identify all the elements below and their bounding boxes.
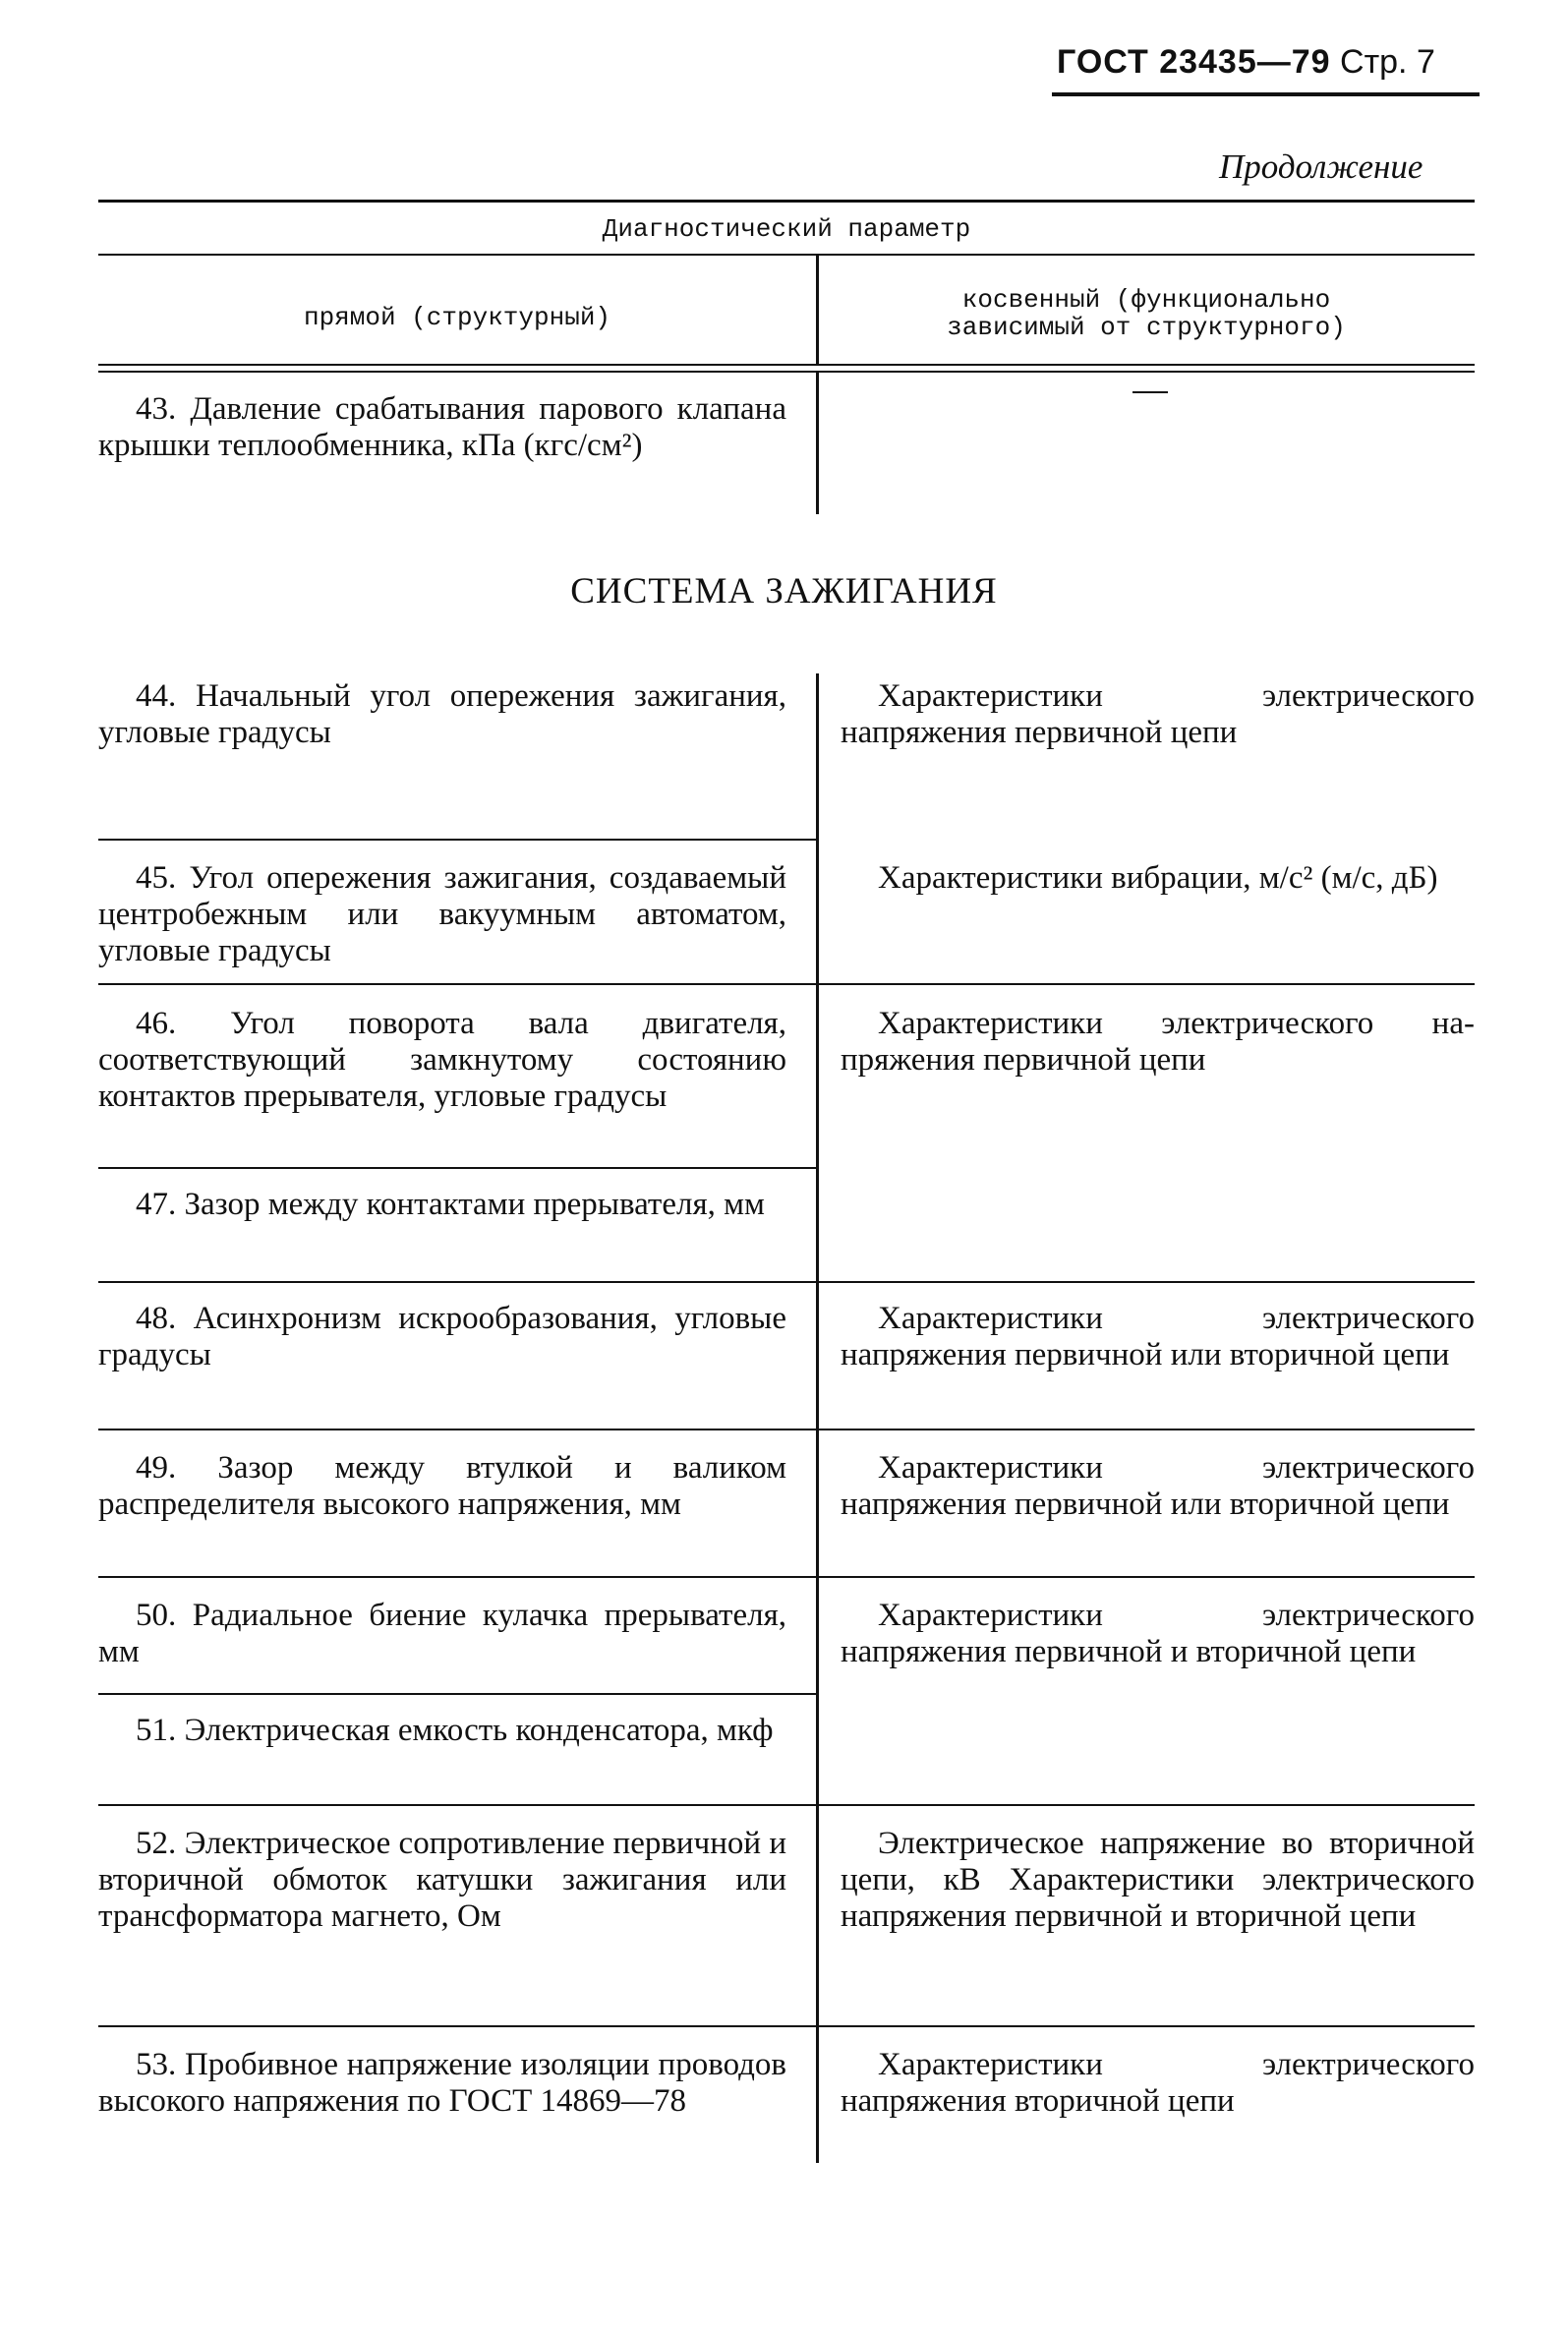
column-divider-43 xyxy=(816,373,819,514)
row-46-indirect: Характеристики электрического напряжения первичной цепи xyxy=(841,1006,1475,1078)
row-46-rule xyxy=(98,1167,816,1169)
row-50-indirect: Характеристики электрического напряжения первичной и вторичной цепи xyxy=(841,1598,1475,1669)
row-49-direct: 49. Зазор между втулкой и валиком распределителя высокого напряжения, мм xyxy=(98,1450,786,1522)
header-rule xyxy=(1052,92,1480,96)
table-group-header: Диагностический параметр xyxy=(602,214,971,244)
row-49-indirect: Характеристики электрического напряжения первичной или вторичной цепи xyxy=(841,1450,1475,1522)
row-53-indirect: Характеристики электрического напряжения вторичной цепи xyxy=(841,2047,1475,2119)
main-column-divider xyxy=(816,673,819,2163)
page-number: Стр. 7 xyxy=(1340,43,1435,81)
row-45-direct: 45. Угол опережения зажигания, создаваемый центробежным или вакуумным автоматом, угловые градусы xyxy=(98,860,786,968)
row-50-direct: 50. Радиальное биение кулачка прерывателя, мм xyxy=(98,1598,786,1669)
row-44-indirect: Характеристики электрического напряжения первичной цепи xyxy=(841,678,1475,750)
row-48-direct: 48. Асинхронизм искрообразования, угловые градусы xyxy=(98,1301,786,1372)
section-title: СИСТЕМА ЗАЖИГАНИЯ xyxy=(570,571,998,612)
row-51-rule xyxy=(98,1804,1475,1806)
row-52-direct: 52. Электрическое сопротивление первичной и вторичной обмоток катушки зажигания или трансформатора магнето, Ом xyxy=(98,1826,786,1934)
row-44-rule xyxy=(98,839,816,841)
row-47-rule xyxy=(98,1281,1475,1283)
row-48-indirect: Характеристики электрического напряжения первичной или вторичной цепи xyxy=(841,1301,1475,1372)
row-52-indirect: Электрическое напряжение во вторичной цепи, кВ Характеристики электрического напряжения первичной и вторичной цепи xyxy=(841,1826,1475,1934)
column-header-indirect-2: зависимый от структурного) xyxy=(947,313,1346,342)
header-bottom-rule-1 xyxy=(98,364,1475,366)
continuation-label: Продолжение xyxy=(1219,147,1423,186)
column-header-direct: прямой (структурный) xyxy=(303,303,611,332)
row-45-indirect: Характеристики вибрации, м/с² (м/с, дБ) xyxy=(878,860,1438,896)
table-top-rule xyxy=(98,200,1475,203)
row-43-indirect-dash xyxy=(1132,391,1168,393)
row-43-direct: 43. Давление срабатывания парового клапана крышки теплообменника, кПа (кгс/см²) xyxy=(98,391,786,463)
header-bottom-rule-2 xyxy=(98,371,1475,373)
header-divider xyxy=(98,254,1475,256)
row-49-rule xyxy=(98,1576,1475,1578)
row-44-direct: 44. Начальный угол опережения зажигания, угловые градусы xyxy=(98,678,786,750)
page-header xyxy=(1057,43,1435,82)
row-45-rule xyxy=(98,983,1475,985)
row-47-direct: 47. Зазор между контактами прерывателя, мм xyxy=(136,1187,765,1222)
row-51-direct: 51. Электрическая емкость конденсатора, мкф xyxy=(136,1713,774,1748)
row-48-rule xyxy=(98,1429,1475,1430)
row-52-rule xyxy=(98,2025,1475,2027)
row-53-direct: 53. Пробивное напряжение изоляции проводов высокого напряжения по ГОСТ 14869—78 xyxy=(98,2047,786,2119)
column-header-indirect-1: косвенный (функционально xyxy=(961,285,1331,315)
row-46-direct: 46. Угол поворота вала двигателя, соответствующий замкнутому состоянию контактов прерывателя, угловые градусы xyxy=(98,1006,786,1114)
row-50-rule xyxy=(98,1693,816,1695)
standard-number: ГОСТ 23435—79 xyxy=(1057,43,1331,81)
